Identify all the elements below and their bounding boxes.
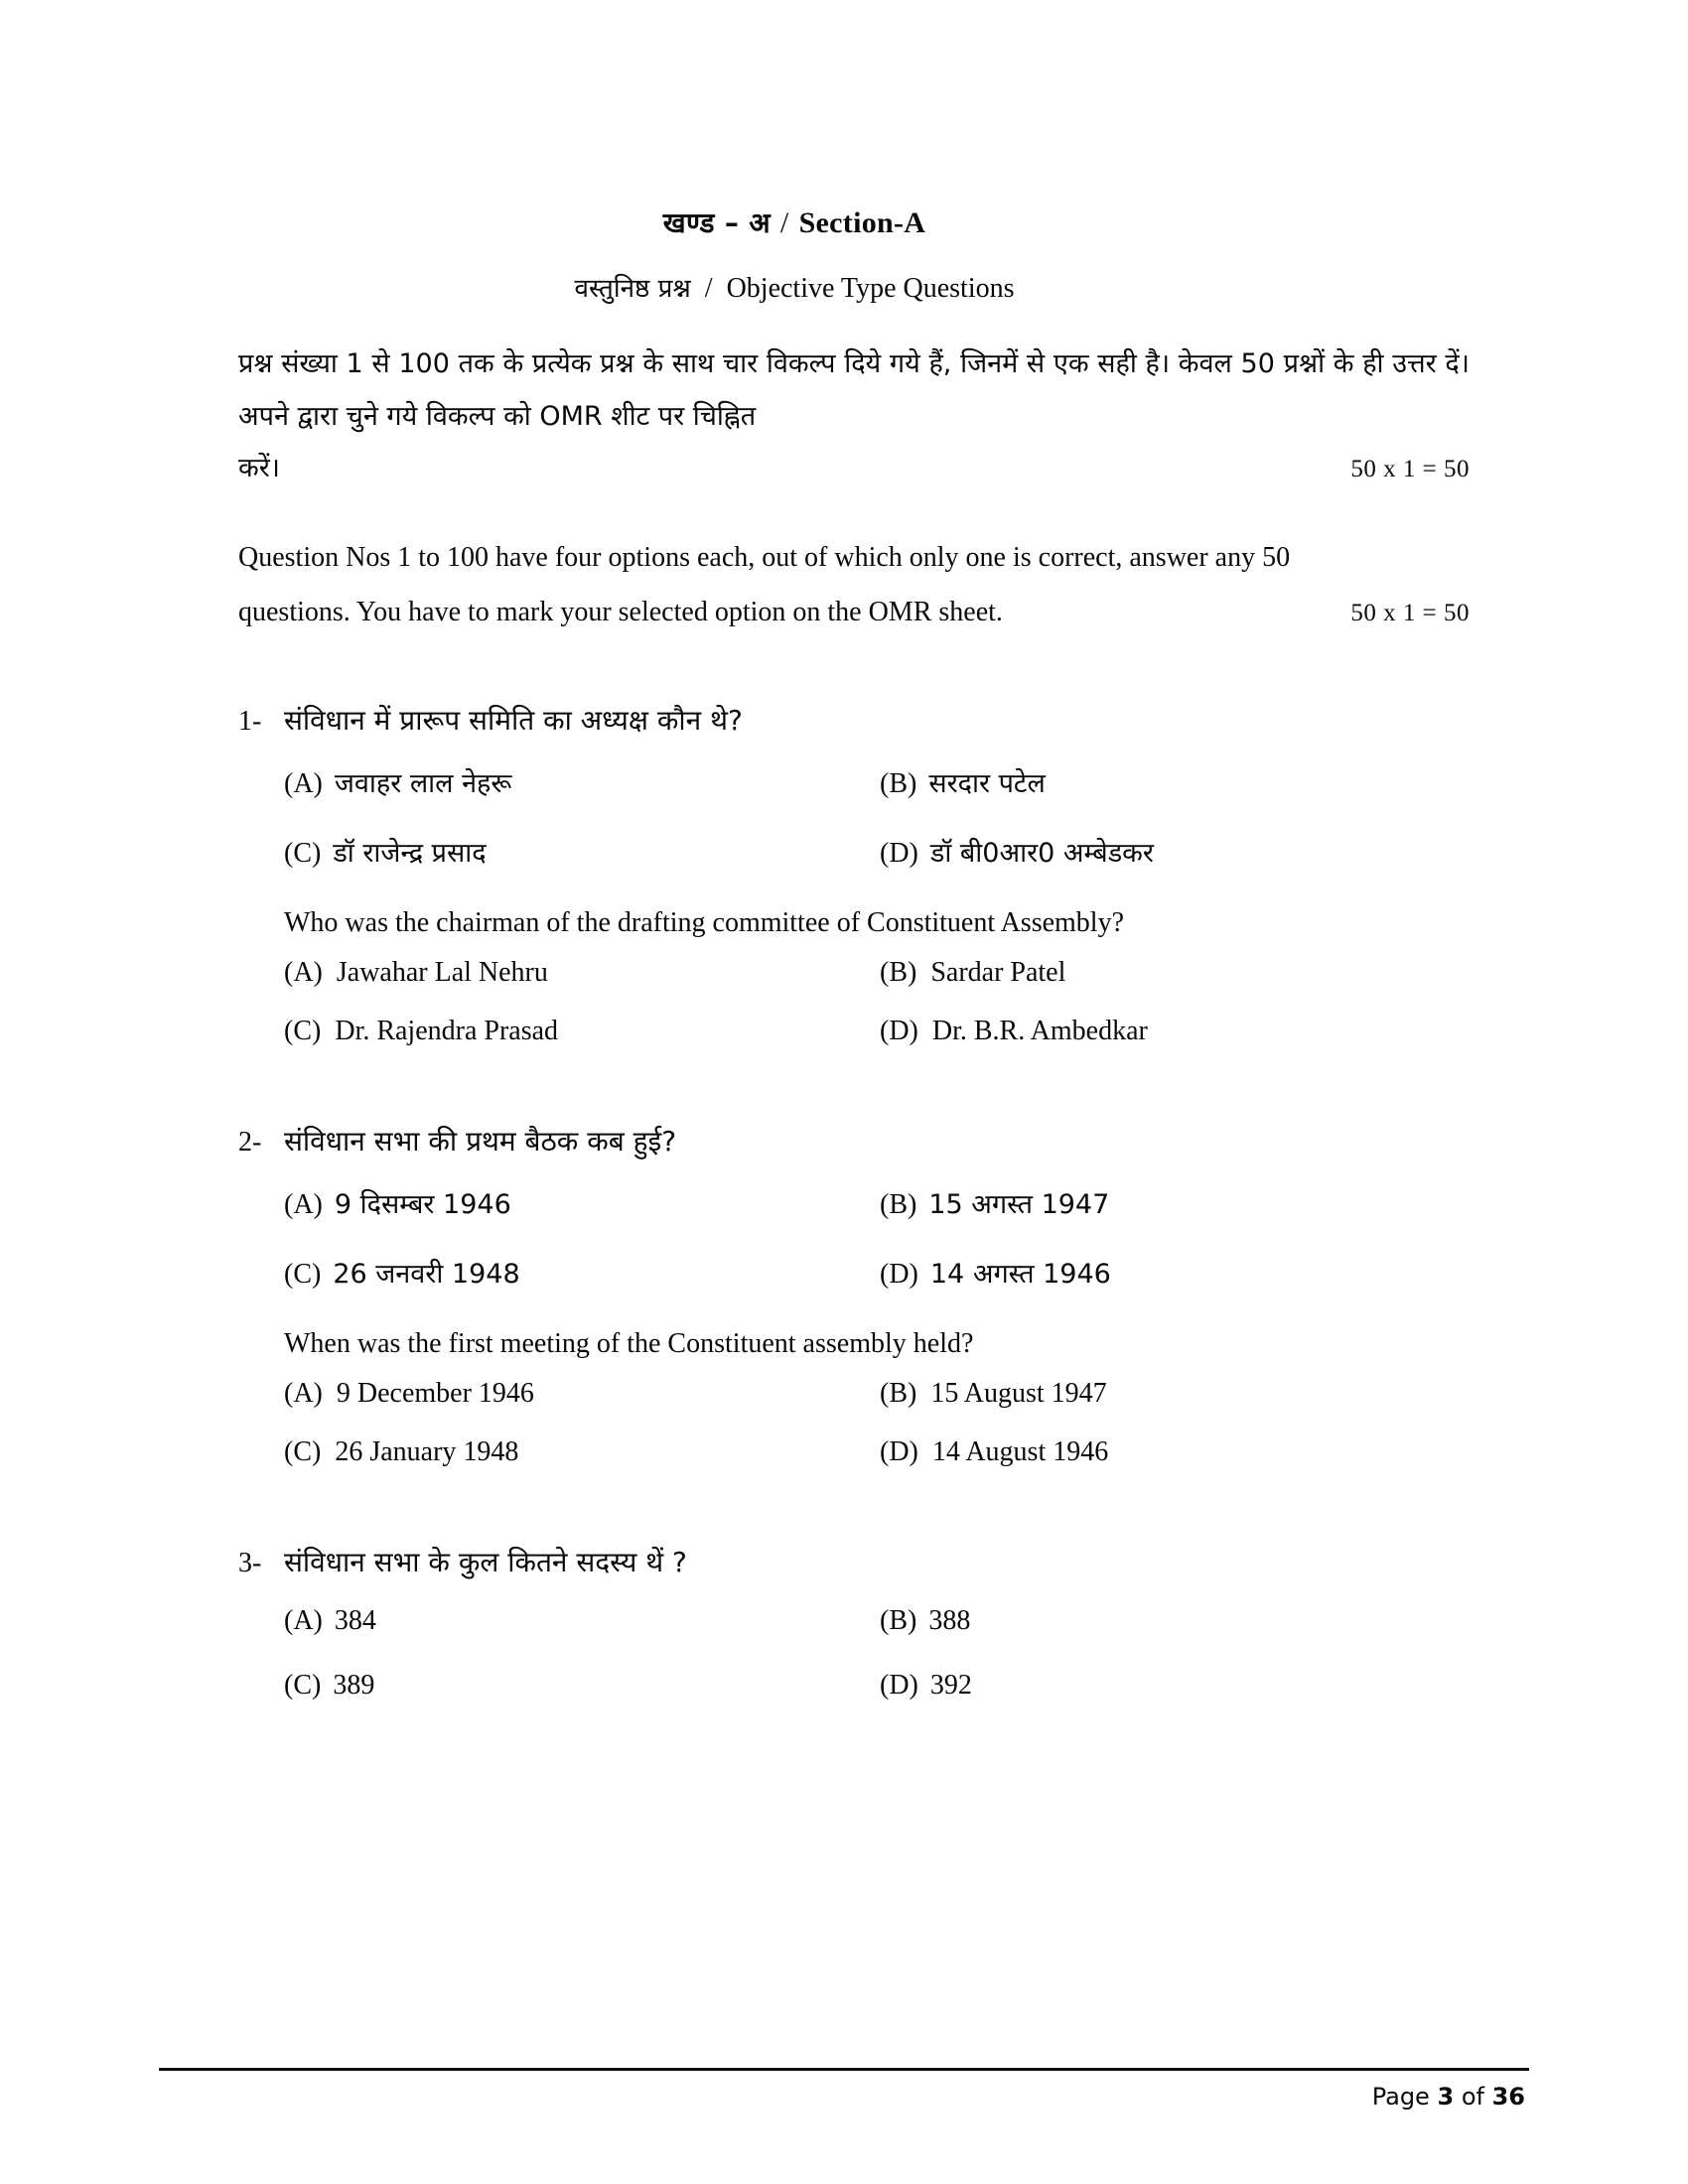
question-3-option-b-hindi[interactable]: [880, 1588, 1470, 1653]
question-2-option-b-english[interactable]: [880, 1364, 1470, 1423]
question-1-stem-english: Who was the chairman of the drafting committee of Constituent Assembly?: [284, 907, 1125, 939]
page-current: 3: [1437, 2083, 1455, 2111]
question-2-option-c-english[interactable]: [284, 1423, 880, 1481]
question-1-stem-hindi: [238, 701, 1470, 739]
option-text: 14 अगस्त 1946: [929, 1259, 1111, 1291]
question-1-options-hindi: [284, 747, 1470, 886]
instructions-english-lastline: questions. You have to mark your selected option on the OMR sheet.: [238, 596, 1003, 627]
question-1-option-d-hindi[interactable]: [880, 816, 1470, 886]
subsection-heading-separator: /: [704, 273, 713, 304]
question-1-option-d-english[interactable]: [880, 1002, 1470, 1060]
option-text: 26 जनवरी 1948: [333, 1259, 520, 1291]
option-text: Jawahar Lal Nehru: [336, 957, 548, 989]
option-label: (C): [284, 1670, 322, 1702]
option-label: (B): [880, 1605, 917, 1637]
option-text: 15 अगस्त 1947: [928, 1189, 1110, 1221]
page-prefix: Page: [1371, 2083, 1430, 2111]
option-text: 15 August 1947: [930, 1378, 1107, 1410]
question-2-option-d-hindi[interactable]: [880, 1237, 1470, 1306]
question-1-option-b-english[interactable]: [880, 943, 1470, 1002]
option-text: सरदार पटेल: [928, 768, 1046, 800]
option-label: (A): [284, 1189, 323, 1221]
option-label: (D): [880, 1016, 918, 1047]
section-heading-separator: /: [779, 206, 789, 239]
option-text: 392: [929, 1670, 972, 1702]
option-text: Dr. Rajendra Prasad: [335, 1016, 559, 1047]
instructions-english-marks: 50 x 1 = 50: [1350, 599, 1470, 626]
question-2-option-b-hindi[interactable]: [880, 1167, 1470, 1237]
option-text: Sardar Patel: [930, 957, 1066, 989]
page-of: of: [1461, 2083, 1484, 2111]
question-2-option-d-english[interactable]: [880, 1423, 1470, 1481]
question-3-option-a-hindi[interactable]: [284, 1588, 880, 1653]
subsection-heading: [238, 269, 1470, 305]
option-label: (B): [880, 1189, 917, 1221]
question-3-stem-hindi-text: संविधान सभा के कुल कितने सदस्य थें ?: [284, 1546, 687, 1579]
option-text: डॉ बी0आर0 अम्बेडकर: [929, 838, 1154, 870]
option-label: (A): [284, 957, 323, 989]
option-label: (B): [880, 1378, 917, 1410]
question-2-option-c-hindi[interactable]: [284, 1237, 880, 1306]
subsection-heading-hindi: वस्तुनिष्ठ प्रश्न: [574, 274, 691, 304]
question-2-stem-english: When was the first meeting of the Constituent assembly held?: [284, 1328, 974, 1360]
question-3-option-d-hindi[interactable]: [880, 1653, 1470, 1717]
option-text: 26 January 1948: [335, 1436, 519, 1468]
section-heading-hindi: खण्ड – अ: [662, 206, 771, 239]
instructions-english-body: Question Nos 1 to 100 have four options each, out of which only one is correct, answer any 50: [238, 541, 1291, 573]
page-number-label: [159, 2071, 1529, 2111]
page-footer: [159, 2068, 1529, 2111]
question-3-options-hindi: [284, 1588, 1470, 1717]
option-text: 14 August 1946: [931, 1436, 1109, 1468]
question-2-number: 2-: [238, 1127, 262, 1159]
option-text: Dr. B.R. Ambedkar: [931, 1016, 1148, 1047]
question-2-option-a-english[interactable]: [284, 1364, 880, 1423]
question-1-number: 1-: [238, 706, 262, 738]
question-2-stem-hindi-text: संविधान सभा की प्रथम बैठक कब हुई?: [284, 1125, 677, 1159]
question-block-1: [238, 701, 1470, 1060]
option-label: (D): [880, 838, 918, 870]
instructions-hindi-lastline: करें।: [238, 453, 281, 484]
option-label: (C): [284, 1259, 322, 1291]
option-label: (C): [284, 1436, 322, 1468]
instructions-hindi: [238, 339, 1470, 495]
instructions-hindi-body: प्रश्न संख्या 1 से 100 तक के प्रत्येक प्रश्न के साथ चार विकल्प दिये गये हैं, जिनमें से एक सही है। केवल 50 प्रश्नों के ही उत्तर दें। अपने द्वारा चुने गये विकल्प को OMR शीट पर चिह्नित: [238, 348, 1470, 432]
option-text: जवाहर लाल नेहरू: [334, 768, 512, 800]
option-label: (D): [880, 1259, 918, 1291]
option-text: 384: [334, 1605, 376, 1637]
question-3-stem-hindi: [238, 1543, 1470, 1580]
question-1-option-a-english[interactable]: [284, 943, 880, 1002]
question-1-option-b-hindi[interactable]: [880, 747, 1470, 816]
question-2-options-hindi: [284, 1167, 1470, 1306]
instructions-hindi-lastline-row: [238, 443, 1470, 495]
question-3-number: 3-: [238, 1548, 262, 1579]
option-text: 388: [928, 1605, 971, 1637]
option-label: (A): [284, 1378, 323, 1410]
question-2-options-english: [284, 1364, 1470, 1481]
question-block-2: [238, 1122, 1470, 1481]
option-text: 9 December 1946: [336, 1378, 534, 1410]
instructions-english: [238, 531, 1470, 639]
question-2-option-a-hindi[interactable]: [284, 1167, 880, 1237]
instructions-hindi-marks: 50 x 1 = 50: [1350, 456, 1470, 483]
section-heading-english: Section-A: [798, 206, 926, 239]
option-label: (A): [284, 768, 323, 800]
option-label: (B): [880, 957, 917, 989]
option-label: (B): [880, 768, 917, 800]
question-1-option-a-hindi[interactable]: [284, 747, 880, 816]
option-text: 389: [333, 1670, 375, 1702]
question-1-options-english: [284, 943, 1470, 1060]
option-label: (C): [284, 1016, 322, 1047]
subsection-heading-english: Objective Type Questions: [726, 273, 1015, 304]
option-label: (C): [284, 838, 322, 870]
option-label: (D): [880, 1436, 918, 1468]
question-1-option-c-english[interactable]: [284, 1002, 880, 1060]
option-text: डॉ राजेन्द्र प्रसाद: [333, 838, 487, 870]
option-text: 9 दिसम्बर 1946: [334, 1189, 511, 1221]
option-label: (D): [880, 1670, 918, 1702]
section-heading: [238, 204, 1470, 241]
question-2-stem-hindi: [238, 1122, 1470, 1160]
question-1-stem-hindi-text: संविधान में प्रारूप समिति का अध्यक्ष कौन थे?: [284, 704, 743, 738]
question-block-3: [238, 1543, 1470, 1717]
page-total: 36: [1491, 2083, 1525, 2111]
question-1-option-c-hindi[interactable]: [284, 816, 880, 886]
option-label: (A): [284, 1605, 323, 1637]
question-3-option-c-hindi[interactable]: [284, 1653, 880, 1717]
instructions-english-lastline-row: [238, 586, 1470, 640]
